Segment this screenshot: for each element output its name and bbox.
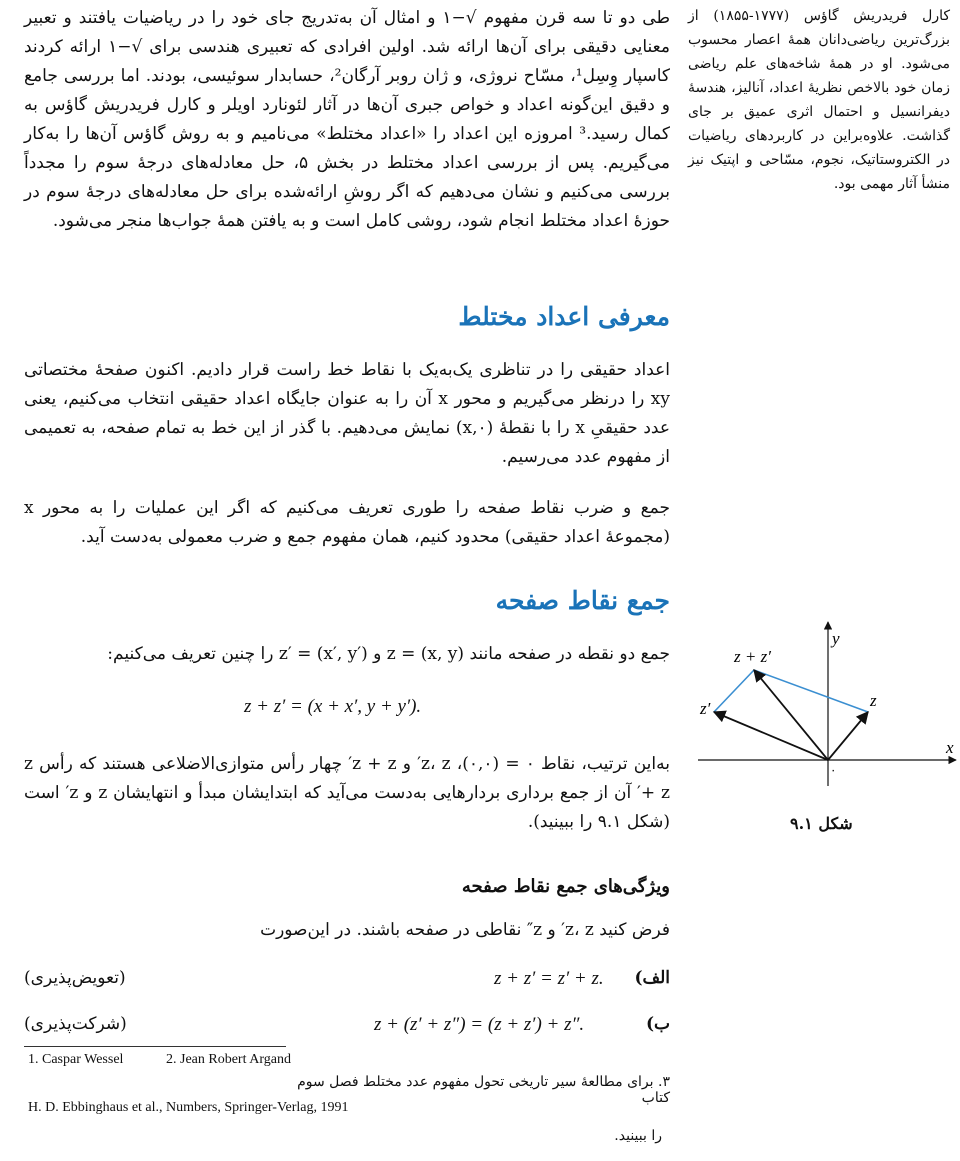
footnote-3-reference-text: H. D. Ebbinghaus et al., Numbers, Springer-Verlag, 1991 [28, 1100, 349, 1115]
x-axis-label: x [946, 738, 954, 757]
subsection-title-properties [24, 876, 670, 897]
property-a-formula [494, 968, 604, 990]
parallelogram-edge-zp [714, 670, 754, 712]
section2-paragraph-2 [24, 750, 670, 837]
intro-paragraph [24, 4, 670, 236]
footnote-1-text: 1. Caspar Wessel [28, 1052, 124, 1067]
section1-title-text: معرفی اعداد مختلط [458, 302, 670, 331]
footnote-1 [28, 1052, 123, 1068]
origin-label: ۰ [830, 763, 837, 777]
property-b-formula-text: z + (z′ + z″) = (z + z′) + z″. [374, 1014, 585, 1035]
section2-title-text: جمع نقاط صفحه [495, 586, 670, 615]
vector-z [828, 712, 868, 760]
property-a-label [634, 968, 670, 988]
figure-caption [790, 814, 853, 833]
section2-para1-text: جمع دو نقطه در صفحه مانند z = (x, y) و z′ = (x′, y′) را چنین تعریف می‌کنیم: [107, 644, 670, 664]
property-a-name-text: (تعویض‌پذیری) [24, 968, 126, 988]
intro-text: طی دو تا سه قرن مفهوم √−۱ و امثال آن به‌تدریج جای خود را در ریاضیات یافتند و تعبیر معنایی دقیقی برای آن‌ها ارائه شد. اولین افرادی که تعبیری هندسی برای √−۱ ارائه کردند کاسپار وِسِل¹، مسّاح نروژی، و ژان روبر آرگان²، حسابدار سوئیسی، بودند. اما بررسی جامع و دقیق این‌گونه اعداد و خواص جبری آن‌ها در آثار لئونارد اویلر و کارل فریدریش گاؤس به کمال رسید.³ امروزه این اعداد را «اعداد مختلط» می‌نامیم و به روش گاؤس آن‌ها را به‌کار می‌گیریم. پس از بررسی اعداد مختلط در بخش ۵، حل معادله‌های درجهٔ سوم را مجدداً بررسی می‌کنیم و نشان می‌دهیم که اگر روشِ ارائه‌شده برای حل معادله‌های درجهٔ سوم در حوزهٔ اعداد مختلط انجام شود، روشی کامل است و به یافتن همهٔ جواب‌ها منجر می‌شود. [24, 8, 671, 231]
vector-zp [714, 712, 828, 760]
addition-equation [244, 696, 421, 718]
section2-paragraph-1 [24, 640, 670, 669]
footnote-3-reference [28, 1100, 349, 1116]
z-label: z [870, 691, 877, 710]
footnote-2-text: 2. Jean Robert Argand [166, 1052, 291, 1067]
property-b-label [646, 1014, 670, 1034]
section2-para2-text: به‌این ترتیب، نقاط ۰ = (۰,۰)، z، z′ و z + z′ چهار رأس متوازی‌الاضلاعی هستند که رأس z + z′ آن از جمع برداری بردارهایی به‌دست می‌آید که ابتدایشان مبدأ و انتهایشان z و z′ است (شکل ۹.۱ را ببینید). [24, 754, 670, 832]
section3-title-text: ویژگی‌های جمع نقاط صفحه [461, 876, 670, 897]
figure-parallelogram [694, 614, 960, 810]
property-b-label-text: ب) [645, 1014, 670, 1034]
addition-equation-text: z + z′ = (x + x′, y + y′). [244, 696, 422, 717]
footnote-2 [166, 1052, 291, 1068]
y-axis-label: y [832, 629, 840, 648]
section-title-addition [24, 586, 670, 615]
properties-intro [24, 916, 670, 945]
footnote-3-ending [540, 1128, 662, 1144]
footnote-3-text: ۳. برای مطالعهٔ سیر تاریخی تحول مفهوم عدد مختلط فصل سوم کتاب [297, 1074, 670, 1106]
sum-label: z + z′ [734, 647, 771, 666]
property-a-name [24, 968, 126, 988]
property-b-name-text: (شرکت‌پذیری) [24, 1014, 127, 1034]
sidebar-note-text: کارل فریدریش گاؤس (۱۷۷۷-۱۸۵۵) از بزرگ‌ترین ریاضی‌دانان همهٔ اعصار محسوب می‌شود. او در همهٔ شاخه‌های علم ریاضی زمان خود بالاخص نظریهٔ اعداد، آنالیز، هندسهٔ دیفرانسیل و احتمال اثری عمیق بر جای گذاشت. علاوه‌براین در کاربردهای ریاضیات در الکتروستاتیک، نجوم، مسّاحی و اپتیک نیز منشأ آثار مهمی بود. [688, 8, 951, 192]
property-a-formula-text: z + z′ = z′ + z. [494, 968, 604, 989]
footnote-3-ending-text: را ببینید. [614, 1128, 662, 1144]
section-title-complex-numbers [24, 302, 670, 331]
properties-intro-text: فرض کنید z، z′ و z″ نقاطی در صفحه باشند. در این‌صورت [260, 920, 670, 940]
section1-para2-text: جمع و ضرب نقاط صفحه را طوری تعریف می‌کنیم که اگر این عملیات را به محور x (مجموعهٔ اعداد حقیقی) محدود کنیم، همان مفهوم جمع و ضرب معمولی به‌دست آید. [24, 498, 670, 547]
figure-caption-text: شکل ۹.۱ [790, 814, 853, 833]
section1-para1-text: اعداد حقیقی را در تناظری یک‌به‌یک با نقاط خط راست قرار دادیم. اکنون صفحهٔ مختصاتی xy را درنظر می‌گیریم و محور x آن را به عنوان جایگاه اعداد حقیقی انتخاب می‌کنیم، یعنی عدد حقیقیِ x را با نقطهٔ (x,۰) نمایش می‌دهیم. با گذر از این خط به تمام صفحه، به تعمیمی از مفهوم عدد می‌رسیم. [24, 360, 670, 467]
property-a-label-text: الف) [634, 968, 670, 988]
property-b-formula [374, 1014, 584, 1036]
property-b-name [24, 1014, 127, 1034]
section1-paragraph-1 [24, 356, 670, 472]
footnote-divider [24, 1046, 286, 1047]
section1-paragraph-2 [24, 494, 670, 552]
zp-label: z′ [700, 699, 711, 718]
sidebar-note [688, 4, 950, 196]
